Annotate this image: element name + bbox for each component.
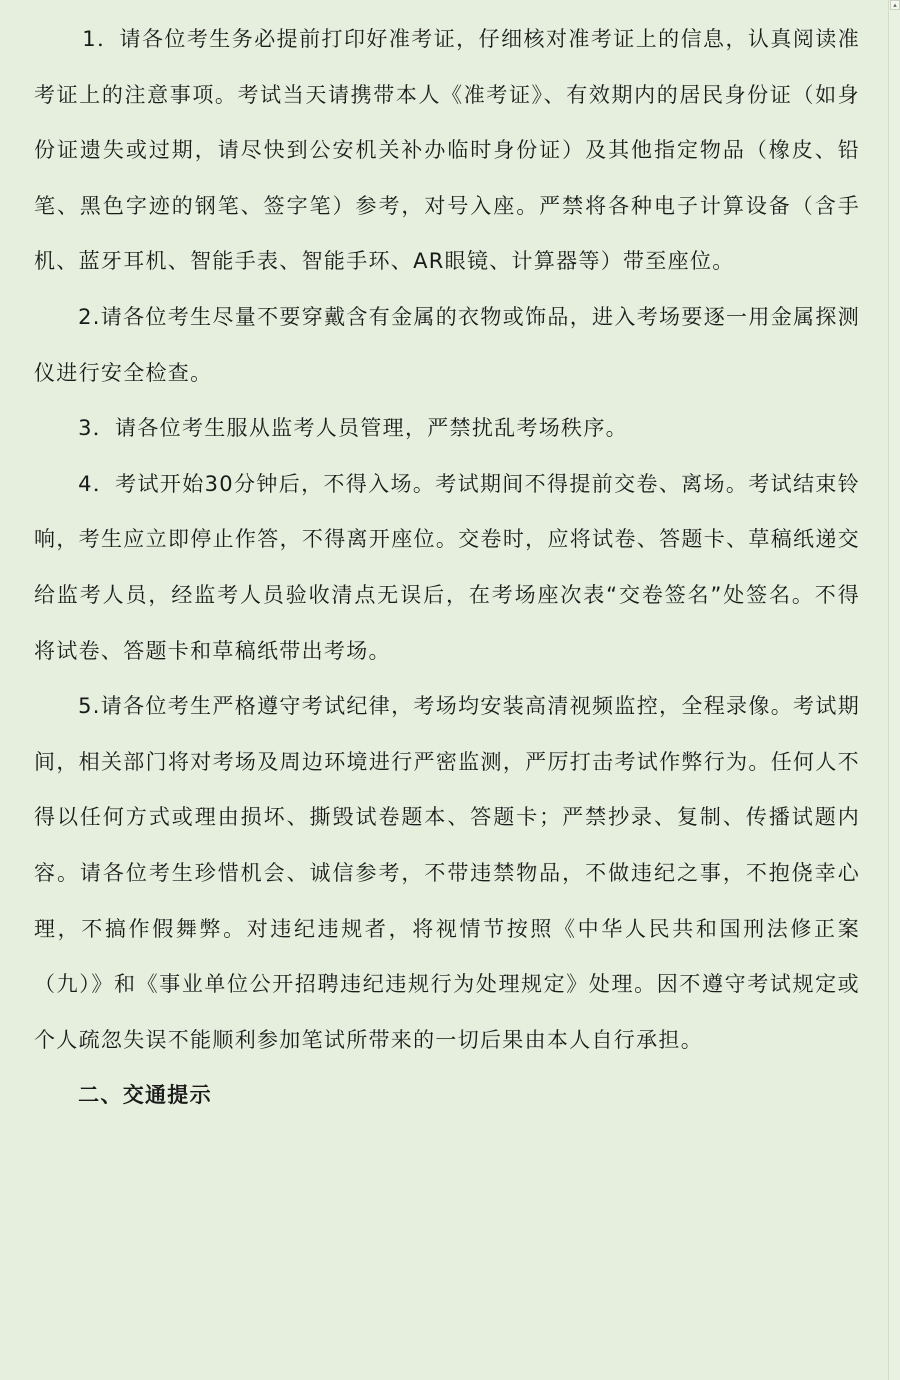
paragraph-3: 3．请各位考生服从监考人员管理，严禁扰乱考场秩序。 bbox=[78, 416, 628, 441]
paragraph-1: 1．请各位考生务必提前打印好准考证，仔细核对准考证上的信息，认真阅读准考证上的注意事项。考试当天请携带本人《准考证》、有效期内的居民身份证（如身份证遗失或过期，请尽快到公安机关补办临时身份证）及其他指定物品（橡皮、铅笔、黑色字迹的钢笔、签字笔）参考，对号入座。严禁将各种电子计算设备（含手机、蓝牙耳机、智能手表、智能手环、AR眼镜、计算器等）带至座位。 bbox=[34, 27, 860, 274]
document-body bbox=[34, 12, 860, 1124]
section-heading: 二、交通提示 bbox=[78, 1083, 212, 1108]
paragraph-2: 2.请各位考生尽量不要穿戴含有金属的衣物或饰品，进入考场要逐一用金属探测仪进行安全检查。 bbox=[34, 304, 860, 385]
paragraph-5: 5.请各位考生严格遵守考试纪律，考场均安装高清视频监控，全程录像。考试期间，相关部门将对考场及周边环境进行严密监测，严厉打击考试作弊行为。任何人不得以任何方式或理由损坏、撕毁试卷题本、答题卡；严禁抄录、复制、传播试题内容。请各位考生珍惜机会、诚信参考，不带违禁物品，不做违纪之事，不抱侥幸心理，不搞作假舞弊。对违纪违规者，将视情节按照《中华人民共和国刑法修正案（九）》和《事业单位公开招聘违纪违规行为处理规定》处理。因不遵守考试规定或个人疏忽失误不能顺利参加笔试所带来的一切后果由本人自行承担。 bbox=[34, 694, 860, 1052]
paragraph-4: 4．考试开始30分钟后，不得入场。考试期间不得提前交卷、离场。考试结束铃响，考生应立即停止作答，不得离开座位。交卷时，应将试卷、答题卡、草稿纸递交给监考人员，经监考人员验收清点无误后，在考场座次表“交卷签名”处签名。不得将试卷、答题卡和草稿纸带出考场。 bbox=[34, 471, 860, 663]
scroll-up-arrow-icon[interactable]: ▴ bbox=[890, 0, 900, 10]
vertical-scrollbar[interactable] bbox=[888, 0, 900, 1380]
